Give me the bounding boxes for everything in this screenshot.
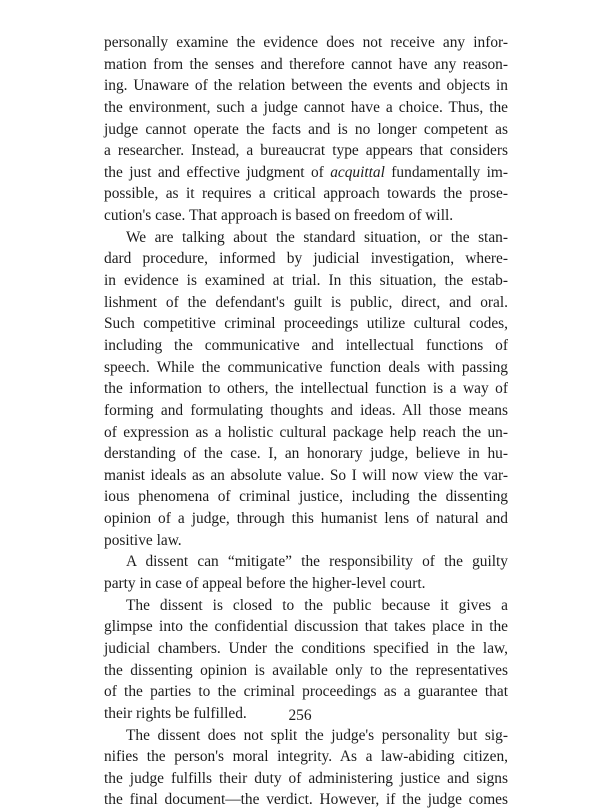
text-line: A dissent can “mitigate” the responsibility of the guilty bbox=[126, 553, 508, 571]
text-line: opinion of a judge, through this humanist lens of natural and bbox=[104, 510, 508, 528]
text-line: of the parties to the criminal proceedings as a guarantee that bbox=[104, 683, 508, 701]
text-line: The dissent does not split the judge's personality but sig- bbox=[126, 726, 508, 744]
text-line: judicial chambers. Under the conditions specified in the law, bbox=[104, 639, 508, 657]
text-line: forming and formulating thoughts and ideas. All those means bbox=[104, 401, 508, 419]
page-body bbox=[104, 32, 508, 809]
text-line: in evidence is examined at trial. In this situation, the estab- bbox=[104, 272, 508, 290]
page-number: 256 bbox=[288, 707, 312, 724]
text-line: possible, as it requires a critical approach towards the prose- bbox=[104, 185, 508, 203]
text-line: glimpse into the confidential discussion that takes place in the bbox=[104, 618, 508, 636]
text-line: of expression as a holistic cultural package help reach the un- bbox=[104, 423, 508, 441]
text-line: nifies the person's moral integrity. As a law-abiding citizen, bbox=[104, 748, 508, 766]
text-line: including the communicative and intellectual functions of bbox=[104, 336, 508, 354]
text-line: dard procedure, informed by judicial investigation, where- bbox=[104, 250, 508, 268]
text-line: the dissenting opinion is available only to the representatives bbox=[104, 661, 508, 679]
text-line: speech. While the communicative function deals with passing bbox=[104, 358, 508, 376]
text-line: the information to others, the intellectual function is a way of bbox=[104, 380, 508, 398]
text-line: personally examine the evidence does not receive any infor- bbox=[104, 34, 508, 51]
text-line: positive law. bbox=[104, 531, 182, 549]
text-line: the final document—the verdict. However, if the judge comes bbox=[104, 791, 508, 809]
text-line: judge cannot operate the facts and is no longer competent as bbox=[104, 120, 508, 138]
text-line: mation from the senses and therefore cannot have any reason- bbox=[104, 55, 508, 73]
text-line: a researcher. Instead, a bureaucrat type appears that considers bbox=[104, 142, 508, 160]
text-line: the judge fulfills their duty of administering justice and signs bbox=[104, 769, 508, 787]
text-line: the environment, such a judge cannot have a choice. Thus, the bbox=[104, 98, 508, 116]
text-line: party in case of appeal before the higher-level court. bbox=[104, 575, 426, 593]
text-line: Such competitive criminal proceedings utilize cultural codes, bbox=[104, 315, 508, 333]
text-line: manist ideals as an absolute value. So I will now view the var- bbox=[104, 466, 508, 484]
text-line: derstanding of the case. I, an honorary judge, believe in hu- bbox=[104, 445, 508, 463]
text-line: their rights be fulfilled. bbox=[104, 704, 247, 722]
text-line: The dissent is closed to the public because it gives a bbox=[126, 596, 508, 614]
text-line: the just and effective judgment of acquittal fundamentally im- bbox=[104, 163, 508, 181]
text-line: We are talking about the standard situation, or the stan- bbox=[126, 228, 508, 246]
text-line: cution's case. That approach is based on freedom of will. bbox=[104, 207, 454, 225]
text-line: ing. Unaware of the relation between the events and objects in bbox=[104, 77, 508, 95]
text-line: lishment of the defendant's guilt is public, direct, and oral. bbox=[104, 293, 508, 311]
text-line: ious phenomena of criminal justice, including the dissenting bbox=[104, 488, 508, 506]
